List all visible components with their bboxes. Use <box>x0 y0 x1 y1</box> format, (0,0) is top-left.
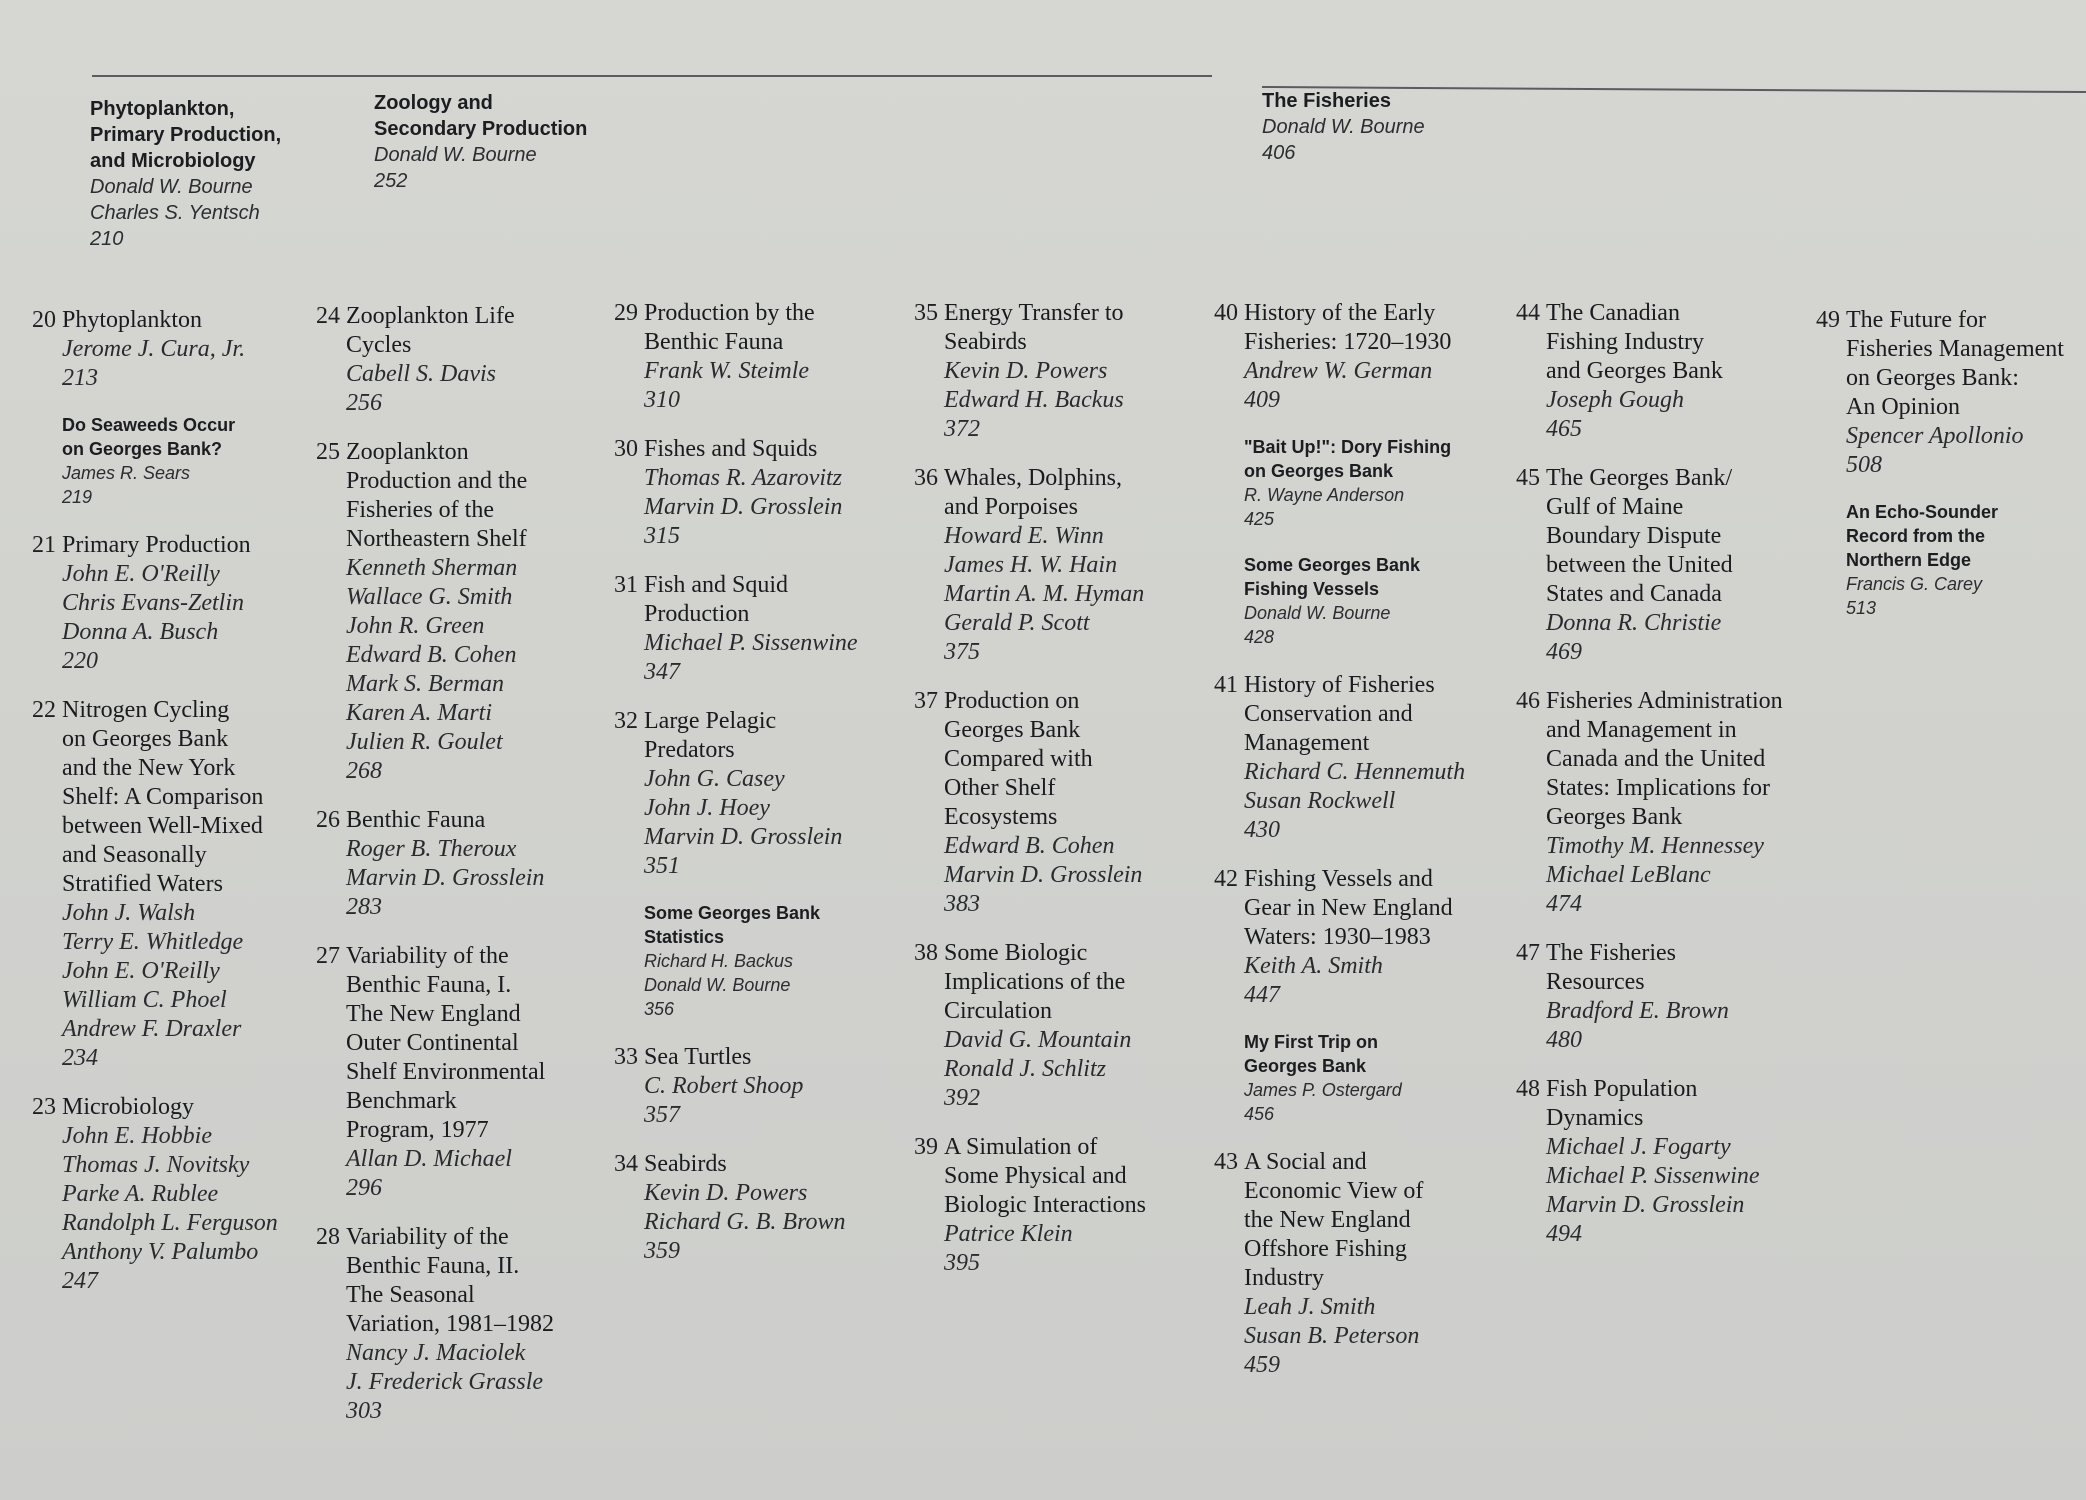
chapter-entry[interactable] <box>608 299 908 415</box>
chapter-entry[interactable] <box>608 707 908 881</box>
chapter-title-line: Primary Production <box>62 532 251 558</box>
chapter-title-line: Circulation <box>944 998 1052 1024</box>
contents-column <box>26 306 306 1316</box>
contents-column <box>908 299 1218 1298</box>
chapter-title-line: Fisheries: 1720–1930 <box>1244 329 1452 355</box>
chapter-title-line: Fishing Industry <box>1546 329 1705 355</box>
chapter-title-line: Microbiology <box>62 1094 194 1120</box>
chapter-title-line: History of Fisheries <box>1244 672 1435 698</box>
chapter-title-line: Shelf: A Comparison <box>62 784 264 810</box>
chapter-entry[interactable] <box>310 942 610 1203</box>
author-name: Leah J. Smith <box>1244 1294 1376 1320</box>
chapter-entry[interactable] <box>1208 1148 1508 1380</box>
chapter-title-line: States: Implications for <box>1546 775 1770 801</box>
page-number: 513 <box>1846 598 1877 618</box>
contents-column <box>1810 306 2086 642</box>
chapter-title-line: Nitrogen Cycling <box>62 697 230 723</box>
chapter-title-line: Variability of the <box>346 943 509 969</box>
author-name: David G. Mountain <box>944 1027 1132 1053</box>
page-number: 310 <box>644 387 680 413</box>
page-number: 430 <box>1244 817 1280 843</box>
page-number: 296 <box>346 1175 382 1201</box>
author-name: James H. W. Hain <box>944 552 1118 578</box>
chapter-entry[interactable] <box>608 435 908 551</box>
chapter-title-line: History of the Early <box>1244 300 1436 326</box>
chapter-title-line: Fish Population <box>1546 1076 1698 1102</box>
chapter-title-line: Fishes and Squids <box>644 436 818 462</box>
chapter-title-line: Fisheries of the <box>346 497 494 523</box>
chapter-title-line: Zooplankton <box>346 439 469 465</box>
author-name: James R. Sears <box>62 463 191 483</box>
author-name: Michael P. Sissenwine <box>1546 1163 1760 1189</box>
chapter-title-line: between Well-Mixed <box>62 813 263 839</box>
sidebar-title-line: Georges Bank <box>1244 1056 1367 1076</box>
chapter-entry[interactable] <box>1510 939 1830 1055</box>
chapter-number: 43 <box>1214 1149 1238 1175</box>
chapter-title-line: Stratified Waters <box>62 871 223 897</box>
page-number: 474 <box>1546 891 1582 917</box>
page-number: 219 <box>62 487 93 507</box>
chapter-number: 48 <box>1516 1076 1540 1102</box>
author-name: John J. Walsh <box>62 900 196 926</box>
chapter-title-line: Shelf Environmental <box>346 1059 546 1085</box>
author-name: Marvin D. Grosslein <box>644 824 843 850</box>
chapter-title-line: Fisheries Management <box>1846 336 2064 362</box>
section-title-line: The Fisheries <box>1262 90 1391 112</box>
page-number: 447 <box>1244 982 1280 1008</box>
page-number: 347 <box>644 659 680 685</box>
contents-column <box>1510 299 1830 1269</box>
chapter-title-line: Variability of the <box>346 1224 509 1250</box>
author-name: Susan Rockwell <box>1244 788 1396 814</box>
chapter-number: 30 <box>614 436 638 462</box>
chapter-title-line: Production <box>644 601 750 627</box>
chapter-title-line: Variation, 1981–1982 <box>346 1311 554 1337</box>
author-name: Anthony V. Palumbo <box>62 1239 259 1265</box>
chapter-title-line: Resources <box>1546 969 1645 995</box>
author-name: Kenneth Sherman <box>346 555 518 581</box>
author-name: Martin A. M. Hyman <box>944 581 1145 607</box>
chapter-title-line: Dynamics <box>1546 1105 1644 1131</box>
sidebar-title-line: Some Georges Bank <box>1244 555 1421 575</box>
chapter-number: 32 <box>614 708 638 734</box>
chapter-title-line: Conservation and <box>1244 701 1413 727</box>
chapter-entry[interactable] <box>908 687 1218 919</box>
chapter-title-line: Outer Continental <box>346 1030 519 1056</box>
page-number: 409 <box>1244 387 1280 413</box>
author-name: Spencer Apollonio <box>1846 423 2024 449</box>
author-name: Cabell S. Davis <box>346 361 496 387</box>
chapter-title-line: Gear in New England <box>1244 895 1453 921</box>
page-number: 459 <box>1244 1352 1280 1378</box>
page-number: 356 <box>644 999 675 1019</box>
chapter-number: 39 <box>914 1134 938 1160</box>
sidebar-title-line: "Bait Up!": Dory Fishing <box>1244 437 1452 457</box>
chapter-title-line: Economic View of <box>1244 1178 1424 1204</box>
author-name: John J. Hoey <box>644 795 770 821</box>
page-number: 315 <box>644 523 680 549</box>
chapter-title-line: Benthic Fauna <box>346 807 486 833</box>
chapter-title-line: Boundary Dispute <box>1546 523 1722 549</box>
author-name: Edward H. Backus <box>944 387 1124 413</box>
author-name: Donald W. Bourne <box>644 975 791 995</box>
chapter-entry[interactable] <box>608 1043 908 1130</box>
author-name: Wallace G. Smith <box>346 584 513 610</box>
chapter-entry[interactable] <box>1510 464 1830 667</box>
page-number: 383 <box>944 891 980 917</box>
page-number: 357 <box>644 1102 680 1128</box>
page-number: 220 <box>62 648 98 674</box>
sidebar-entry[interactable] <box>608 901 908 1021</box>
chapter-entry[interactable] <box>908 939 1218 1113</box>
chapter-number: 44 <box>1516 300 1540 326</box>
sidebar-title-line: on Georges Bank? <box>62 439 223 459</box>
page-number: 351 <box>644 853 680 879</box>
author-name: Donna A. Busch <box>62 619 219 645</box>
chapter-title-line: Some Physical and <box>944 1163 1127 1189</box>
page-number: 247 <box>62 1268 98 1294</box>
author-name: Chris Evans-Zetlin <box>62 590 245 616</box>
chapter-title-line: and Seasonally <box>62 842 207 868</box>
chapter-title-line: The Future for <box>1846 307 1986 333</box>
page-number: 372 <box>944 416 980 442</box>
sidebar-entry[interactable] <box>1208 435 1508 531</box>
chapter-number: 33 <box>614 1044 638 1070</box>
author-name: Kevin D. Powers <box>644 1180 808 1206</box>
sidebar-entry[interactable] <box>1208 1030 1508 1126</box>
chapter-title-line: Seabirds <box>944 329 1027 355</box>
author-name: Donald W. Bourne <box>1244 603 1391 623</box>
chapter-number: 24 <box>316 303 340 329</box>
sidebar-title-line: Northern Edge <box>1846 550 1972 570</box>
top-rule-left <box>92 75 1212 77</box>
contents-column <box>310 302 610 1446</box>
chapter-title-line: The Canadian <box>1546 300 1680 326</box>
chapter-number: 42 <box>1214 866 1238 892</box>
chapter-title-line: The New England <box>346 1001 521 1027</box>
page-number: 303 <box>346 1398 382 1424</box>
page-number: 375 <box>944 639 980 665</box>
author-name: Edward B. Cohen <box>944 833 1115 859</box>
author-name: Jerome J. Cura, Jr. <box>62 336 246 362</box>
sidebar-title-line: My First Trip on <box>1244 1032 1379 1052</box>
chapter-number: 46 <box>1516 688 1540 714</box>
chapter-entry[interactable] <box>908 299 1218 444</box>
sidebar-title-line: Record from the <box>1846 526 1986 546</box>
chapter-number: 34 <box>614 1151 638 1177</box>
chapter-title-line: Gulf of Maine <box>1546 494 1684 520</box>
chapter-number: 28 <box>316 1224 340 1250</box>
chapter-number: 25 <box>316 439 340 465</box>
author-name: Julien R. Goulet <box>346 729 503 755</box>
chapter-title-line: Implications of the <box>944 969 1126 995</box>
author-name: Randolph L. Ferguson <box>62 1210 278 1236</box>
chapter-entry[interactable] <box>608 1150 908 1266</box>
chapter-title-line: Benthic Fauna, I. <box>346 972 512 998</box>
chapter-entry[interactable] <box>26 696 306 1073</box>
chapter-number: 37 <box>914 688 938 714</box>
chapter-title-line: on Georges Bank: <box>1846 365 2019 391</box>
chapter-title-line: Benthic Fauna, II. <box>346 1253 520 1279</box>
author-name: John E. O'Reilly <box>62 561 220 587</box>
contents-column <box>608 299 908 1286</box>
sidebar-entry[interactable] <box>26 413 306 509</box>
section-author: Donald W. Bourne <box>1262 116 1425 138</box>
chapter-title-line: Predators <box>644 737 735 763</box>
section-page: 210 <box>90 228 124 250</box>
page-number: 428 <box>1244 627 1275 647</box>
chapter-title-line: Compared with <box>944 746 1093 772</box>
page-number: 508 <box>1846 452 1882 478</box>
section-title-line: Secondary Production <box>374 118 588 140</box>
chapter-title-line: A Social and <box>1244 1149 1367 1175</box>
chapter-title-line: An Opinion <box>1846 394 1960 420</box>
chapter-number: 45 <box>1516 465 1540 491</box>
author-name: Terry E. Whitledge <box>62 929 244 955</box>
author-name: Thomas R. Azarovitz <box>644 465 843 491</box>
author-name: Francis G. Carey <box>1846 574 1983 594</box>
chapter-title-line: the New England <box>1244 1207 1411 1233</box>
chapter-title-line: Fishing Vessels and <box>1244 866 1433 892</box>
chapter-number: 20 <box>32 307 56 333</box>
chapter-title-line: The Fisheries <box>1546 940 1676 966</box>
author-name: Richard G. B. Brown <box>644 1209 846 1235</box>
chapter-title-line: Offshore Fishing <box>1244 1236 1407 1262</box>
chapter-entry[interactable] <box>26 1093 306 1296</box>
chapter-title-line: Georges Bank <box>1546 804 1683 830</box>
chapter-title-line: Other Shelf <box>944 775 1056 801</box>
section-header <box>374 90 587 194</box>
page-number: 268 <box>346 758 382 784</box>
chapter-title-line: and Porpoises <box>944 494 1078 520</box>
chapter-title-line: and Georges Bank <box>1546 358 1723 384</box>
chapter-title-line: Seabirds <box>644 1151 727 1177</box>
chapter-title-line: Georges Bank <box>944 717 1081 743</box>
chapter-number: 31 <box>614 572 638 598</box>
chapter-title-line: Large Pelagic <box>644 708 777 734</box>
chapter-entry[interactable] <box>1510 687 1830 919</box>
chapter-number: 47 <box>1516 940 1540 966</box>
sidebar-title-line: An Echo-Sounder <box>1846 502 1998 522</box>
chapter-number: 23 <box>32 1094 56 1120</box>
chapter-title-line: and Management in <box>1546 717 1737 743</box>
chapter-number: 49 <box>1816 307 1840 333</box>
chapter-title-line: Fish and Squid <box>644 572 789 598</box>
author-name: Mark S. Berman <box>346 671 504 697</box>
sidebar-entry[interactable] <box>1810 500 2086 620</box>
author-name: Frank W. Steimle <box>644 358 810 384</box>
chapter-title-line: Benchmark <box>346 1088 457 1114</box>
chapter-entry[interactable] <box>608 571 908 687</box>
chapter-entry[interactable] <box>908 1133 1218 1278</box>
chapter-number: 22 <box>32 697 56 723</box>
chapter-title-line: Cycles <box>346 332 412 358</box>
chapter-number: 38 <box>914 940 938 966</box>
chapter-title-line: Zooplankton Life <box>346 303 515 329</box>
author-name: Marvin D. Grosslein <box>944 862 1143 888</box>
section-title-line: Zoology and <box>374 92 493 114</box>
section-title-line: and Microbiology <box>90 150 256 172</box>
chapter-title-line: Ecosystems <box>944 804 1058 830</box>
author-name: J. Frederick Grassle <box>346 1369 544 1395</box>
author-name: Parke A. Rublee <box>62 1181 219 1207</box>
author-name: Bradford E. Brown <box>1546 998 1729 1024</box>
author-name: Howard E. Winn <box>944 523 1104 549</box>
chapter-title-line: between the United <box>1546 552 1733 578</box>
chapter-entry[interactable] <box>1208 299 1508 415</box>
chapter-title-line: on Georges Bank <box>62 726 229 752</box>
section-author: Donald W. Bourne <box>374 144 537 166</box>
chapter-number: 29 <box>614 300 638 326</box>
chapter-entry[interactable] <box>310 806 610 922</box>
chapter-entry[interactable] <box>908 464 1218 667</box>
author-name: Marvin D. Grosslein <box>346 865 545 891</box>
chapter-title-line: The Seasonal <box>346 1282 475 1308</box>
chapter-number: 36 <box>914 465 938 491</box>
chapter-entry[interactable] <box>1510 299 1830 444</box>
author-name: Susan B. Peterson <box>1244 1323 1420 1349</box>
author-name: Thomas J. Novitsky <box>62 1152 250 1178</box>
author-name: Joseph Gough <box>1546 387 1684 413</box>
author-name: James P. Ostergard <box>1244 1080 1402 1100</box>
sidebar-title-line: Do Seaweeds Occur <box>62 415 236 435</box>
author-name: Michael LeBlanc <box>1546 862 1711 888</box>
author-name: Patrice Klein <box>944 1221 1073 1247</box>
author-name: C. Robert Shoop <box>644 1073 804 1099</box>
chapter-title-line: Production by the <box>644 300 815 326</box>
author-name: John E. Hobbie <box>62 1123 212 1149</box>
chapter-title-line: Program, 1977 <box>346 1117 489 1143</box>
author-name: Marvin D. Grosslein <box>644 494 843 520</box>
sidebar-title-line: Some Georges Bank <box>644 903 821 923</box>
author-name: Donna R. Christie <box>1546 610 1722 636</box>
section-page: 252 <box>374 170 408 192</box>
chapter-title-line: Whales, Dolphins, <box>944 465 1122 491</box>
section-header <box>90 96 281 252</box>
chapter-entry[interactable] <box>1208 671 1508 845</box>
chapter-title-line: Industry <box>1244 1265 1324 1291</box>
author-name: Ronald J. Schlitz <box>944 1056 1106 1082</box>
chapter-title-line: Fisheries Administration <box>1546 688 1783 714</box>
chapter-entry[interactable] <box>1810 306 2086 480</box>
chapter-number: 21 <box>32 532 56 558</box>
chapter-number: 40 <box>1214 300 1238 326</box>
chapter-number: 41 <box>1214 672 1238 698</box>
chapter-number: 27 <box>316 943 340 969</box>
author-name: Marvin D. Grosslein <box>1546 1192 1745 1218</box>
chapter-title-line: Benthic Fauna <box>644 329 784 355</box>
contents-column <box>1208 299 1508 1400</box>
page-number: 283 <box>346 894 382 920</box>
page-number: 213 <box>62 365 98 391</box>
chapter-entry[interactable] <box>1510 1075 1830 1249</box>
sidebar-title-line: on Georges Bank <box>1244 461 1394 481</box>
chapter-title-line: Some Biologic <box>944 940 1088 966</box>
author-name: Kevin D. Powers <box>944 358 1108 384</box>
author-name: Richard H. Backus <box>644 951 794 971</box>
author-name: Andrew W. German <box>1244 358 1433 384</box>
sidebar-title-line: Fishing Vessels <box>1244 579 1380 599</box>
chapter-title-line: Northeastern Shelf <box>346 526 527 552</box>
author-name: Keith A. Smith <box>1244 953 1383 979</box>
chapter-title-line: A Simulation of <box>944 1134 1098 1160</box>
page-number: 256 <box>346 390 382 416</box>
chapter-title-line: States and Canada <box>1546 581 1722 607</box>
page-number: 234 <box>62 1045 98 1071</box>
author-name: Richard C. Hennemuth <box>1244 759 1466 785</box>
page-number: 359 <box>644 1238 680 1264</box>
page-number: 425 <box>1244 509 1275 529</box>
sidebar-entry[interactable] <box>1208 553 1508 649</box>
page-number: 494 <box>1546 1221 1582 1247</box>
chapter-title-line: Biologic Interactions <box>944 1192 1146 1218</box>
page-number: 469 <box>1546 639 1582 665</box>
chapter-title-line: Production and the <box>346 468 528 494</box>
sidebar-title-line: Statistics <box>644 927 725 947</box>
author-name: Michael J. Fogarty <box>1546 1134 1731 1160</box>
author-name: R. Wayne Anderson <box>1244 485 1405 505</box>
chapter-title-line: Sea Turtles <box>644 1044 752 1070</box>
author-name: Nancy J. Maciolek <box>346 1340 526 1366</box>
chapter-title-line: and the New York <box>62 755 236 781</box>
chapter-title-line: Management <box>1244 730 1370 756</box>
page-number: 456 <box>1244 1104 1275 1124</box>
author-name: John R. Green <box>346 613 485 639</box>
chapter-title-line: Production on <box>944 688 1080 714</box>
page-number: 395 <box>944 1250 980 1276</box>
page-number: 480 <box>1546 1027 1582 1053</box>
chapter-entry[interactable] <box>1208 865 1508 1010</box>
author-name: Michael P. Sissenwine <box>644 630 858 656</box>
section-title-line: Phytoplankton, <box>90 98 235 120</box>
section-author: Donald W. Bourne <box>90 176 253 198</box>
chapter-title-line: Phytoplankton <box>62 307 203 333</box>
chapter-title-line: Energy Transfer to <box>944 300 1124 326</box>
author-name: Gerald P. Scott <box>944 610 1090 636</box>
section-title-line: Primary Production, <box>90 124 282 146</box>
author-name: William C. Phoel <box>62 987 227 1013</box>
chapter-entry[interactable] <box>26 306 306 393</box>
section-header <box>1262 88 1425 166</box>
chapter-entry[interactable] <box>26 531 306 676</box>
chapter-entry[interactable] <box>310 1223 610 1426</box>
chapter-number: 35 <box>914 300 938 326</box>
page-number: 465 <box>1546 416 1582 442</box>
chapter-entry[interactable] <box>310 438 610 786</box>
chapter-title-line: The Georges Bank/ <box>1546 465 1733 491</box>
author-name: Timothy M. Hennessey <box>1546 833 1764 859</box>
author-name: Allan D. Michael <box>346 1146 512 1172</box>
author-name: Roger B. Theroux <box>346 836 517 862</box>
page-number: 392 <box>944 1085 980 1111</box>
chapter-title-line: Waters: 1930–1983 <box>1244 924 1431 950</box>
section-page: 406 <box>1262 142 1296 164</box>
chapter-entry[interactable] <box>310 302 610 418</box>
author-name: Edward B. Cohen <box>346 642 517 668</box>
author-name: John G. Casey <box>644 766 785 792</box>
chapter-number: 26 <box>316 807 340 833</box>
author-name: John E. O'Reilly <box>62 958 220 984</box>
author-name: Andrew F. Draxler <box>62 1016 242 1042</box>
author-name: Karen A. Marti <box>346 700 493 726</box>
section-author: Charles S. Yentsch <box>90 202 260 224</box>
chapter-title-line: Canada and the United <box>1546 746 1766 772</box>
